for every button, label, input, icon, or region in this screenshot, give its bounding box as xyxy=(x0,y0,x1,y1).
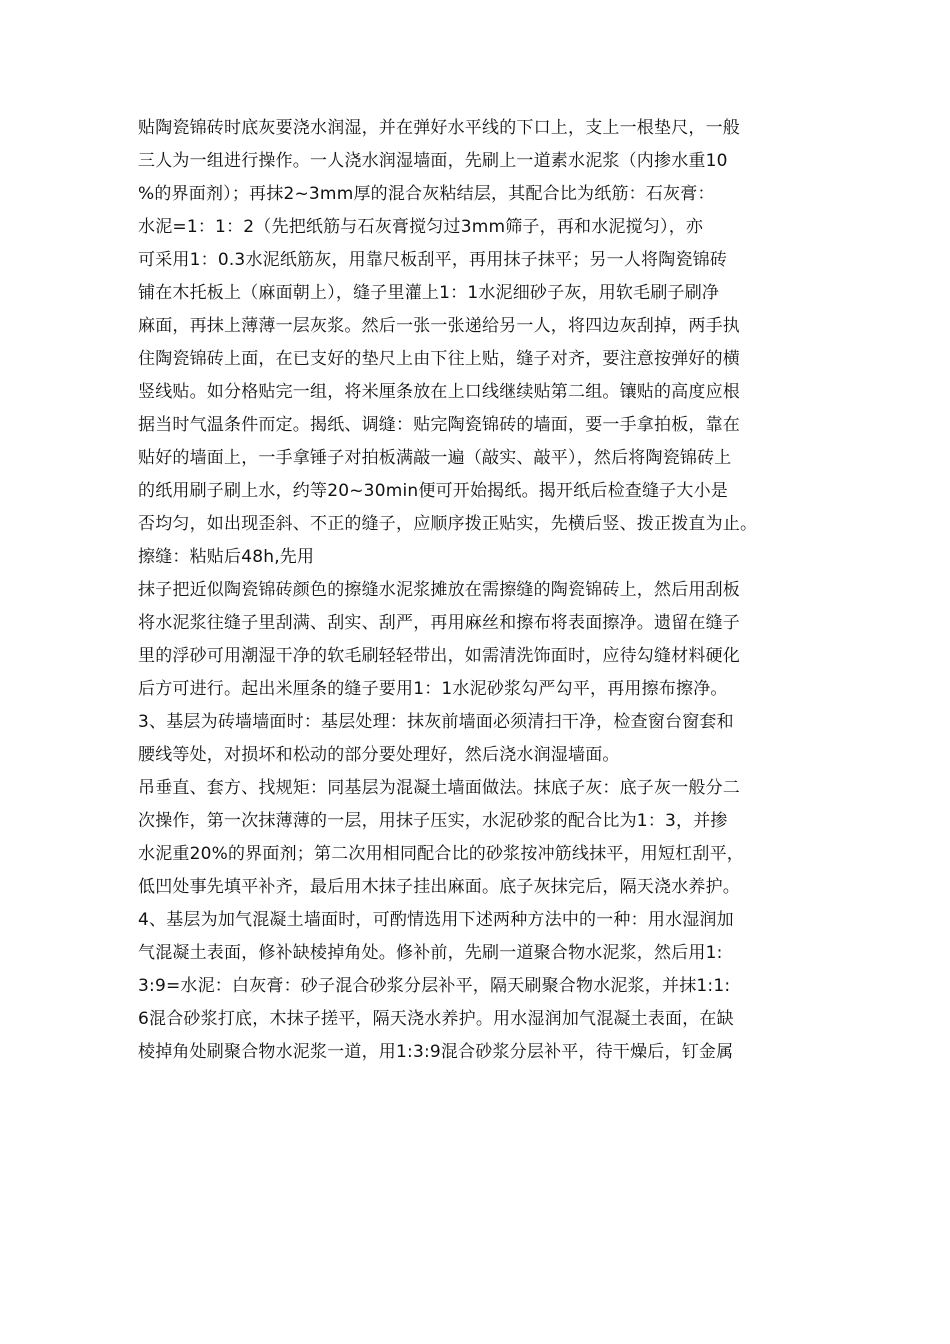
text-line: 吊垂直、套方、找规矩：同基层为混凝土墙面做法。抹底子灰：底子灰一般分二 xyxy=(138,778,740,798)
text-line: 4、基层为加气混凝土墙面时，可酌情选用下述两种方法中的一种：用水湿润加 xyxy=(138,910,734,930)
text-line: 可采用1：0.3水泥纸筋灰，用靠尺板刮平，再用抹子抹平；另一人将陶瓷锦砖 xyxy=(138,250,728,270)
text-line: 里的浮砂可用潮湿干净的软毛刷轻轻带出，如需清洗饰面时，应待勾缝材料硬化 xyxy=(138,646,740,666)
text-line: 水泥=1：1：2（先把纸筋与石灰膏搅匀过3mm筛子，再和水泥搅匀），亦 xyxy=(138,217,704,237)
text-line: %的界面剂）；再抹2~3mm厚的混合灰粘结层，其配合比为纸筋：石灰膏： xyxy=(138,184,715,204)
text-line: 竖线贴。如分格贴完一组，将米厘条放在上口线继续贴第二组。镶贴的高度应根 xyxy=(138,382,740,402)
text-line: 棱掉角处刷聚合物水泥浆一道，用1:3:9混合砂浆分层补平，待干燥后，钉金属 xyxy=(138,1042,734,1062)
text-line: 铺在木托板上（麻面朝上），缝子里灌上1：1水泥细砂子灰，用软毛刷子刷净 xyxy=(138,283,720,303)
text-line: 3:9=水泥：白灰膏：砂子混合砂浆分层补平，隔天刷聚合物水泥浆，并抹1:1: xyxy=(138,976,731,996)
text-line: 据当时气温条件而定。揭纸、调缝：贴完陶瓷锦砖的墙面，要一手拿拍板，靠在 xyxy=(138,415,740,435)
document-body xyxy=(138,112,838,1069)
text-line: 擦缝：粘贴后48h,先用 xyxy=(138,547,315,567)
text-line: 腰线等处，对损坏和松动的部分要处理好，然后浇水润湿墙面。 xyxy=(138,745,620,765)
text-line: 否均匀，如出现歪斜、不正的缝子，应顺序拨正贴实，先横后竖、拨正拨直为止。 xyxy=(138,514,758,534)
text-line: 麻面，再抹上薄薄一层灰浆。然后一张一张递给另一人，将四边灰刮掉，两手执 xyxy=(138,316,740,336)
text-line: 将水泥浆往缝子里刮满、刮实、刮严，再用麻丝和擦布将表面擦净。遗留在缝子 xyxy=(138,613,740,633)
text-line: 低凹处事先填平补齐，最后用木抹子挂出麻面。底子灰抹完后，隔天浇水养护。 xyxy=(138,877,740,897)
text-line: 的纸用刷子刷上水，约等20~30min便可开始揭纸。揭开纸后检查缝子大小是 xyxy=(138,481,728,501)
text-line: 6混合砂浆打底，木抹子搓平，隔天浇水养护。用水湿润加气混凝土表面，在缺 xyxy=(138,1009,734,1029)
text-line: 贴陶瓷锦砖时底灰要浇水润湿，并在弹好水平线的下口上，支上一根垫尺，一般 xyxy=(138,118,740,138)
text-line: 三人为一组进行操作。一人浇水润湿墙面，先刷上一道素水泥浆（内掺水重10 xyxy=(138,151,728,171)
text-line: 气混凝土表面，修补缺棱掉角处。修补前，先刷一道聚合物水泥浆，然后用1: xyxy=(138,943,723,963)
text-line: 住陶瓷锦砖上面，在已支好的垫尺上由下往上贴，缝子对齐，要注意按弹好的横 xyxy=(138,349,740,369)
text-line: 水泥重20%的界面剂；第二次用相同配合比的砂浆按冲筋线抹平，用短杠刮平， xyxy=(138,844,744,864)
text-line: 3、基层为砖墙墙面时：基层处理：抹灰前墙面必须清扫干净，检查窗台窗套和 xyxy=(138,712,734,732)
text-line: 贴好的墙面上，一手拿锤子对拍板满敲一遍（敲实、敲平），然后将陶瓷锦砖上 xyxy=(138,448,732,468)
text-line: 后方可进行。起出米厘条的缝子要用1：1水泥砂浆勾严勾平，再用擦布擦净。 xyxy=(138,679,728,699)
text-line: 次操作，第一次抹薄薄的一层，用抹子压实，水泥砂浆的配合比为1：3，并掺 xyxy=(138,811,728,831)
text-line: 抹子把近似陶瓷锦砖颜色的擦缝水泥浆摊放在需擦缝的陶瓷锦砖上，然后用刮板 xyxy=(138,580,740,600)
